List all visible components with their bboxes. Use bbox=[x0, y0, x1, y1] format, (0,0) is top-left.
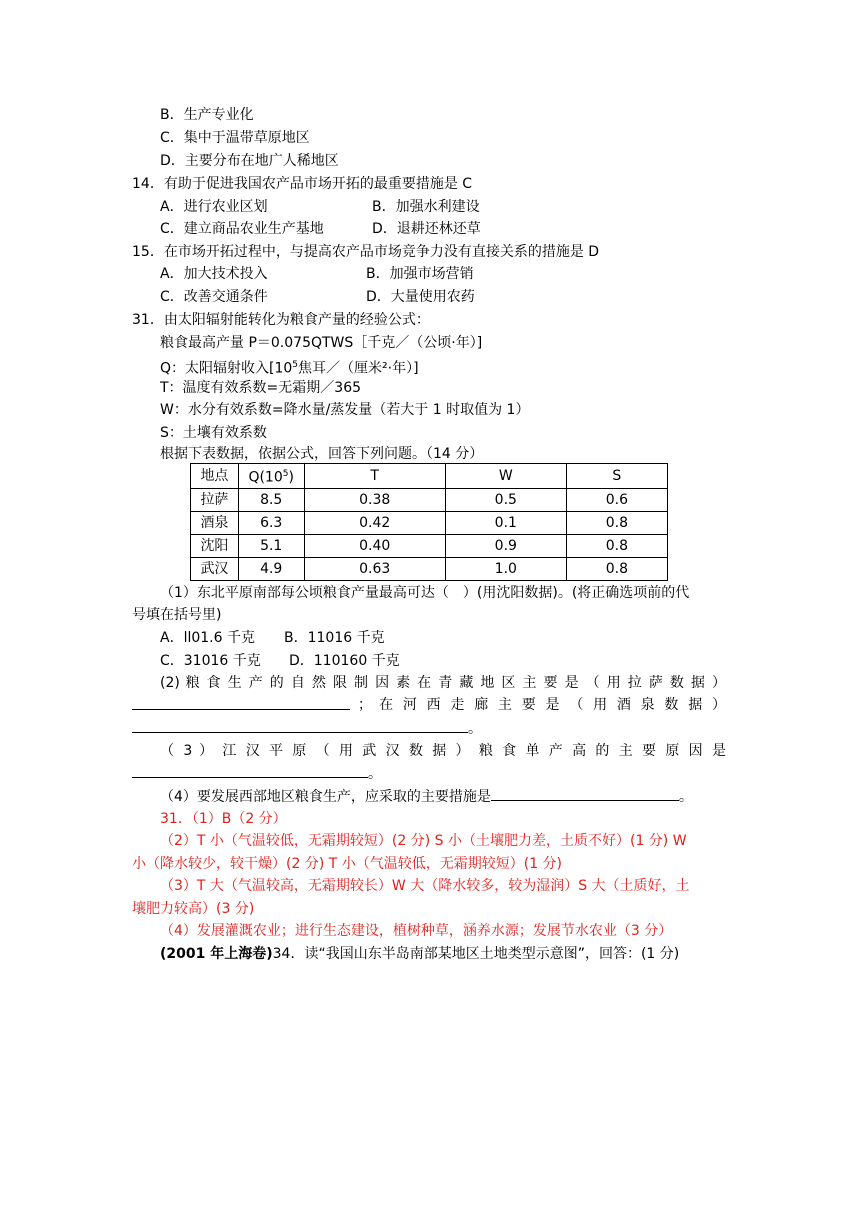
header-w: W bbox=[445, 464, 566, 489]
q15-stem: 15．在市场开拓过程中，与提高农产品市场竞争力没有直接关系的措施是 D bbox=[132, 244, 600, 260]
header-t: T bbox=[304, 464, 445, 489]
q14-option-c: C．建立商品农业生产基地 bbox=[160, 221, 324, 237]
q14-option-a: A．进行农业区划 bbox=[160, 199, 268, 215]
table-row bbox=[191, 488, 668, 511]
table-row bbox=[191, 534, 668, 557]
table-cell: 0.9 bbox=[445, 534, 566, 557]
answer-2-line2: 小（降水较少，较干燥）(2 分) T 小（气温较低，无霜期较短）(1 分) bbox=[132, 856, 563, 872]
q13-option-d: D．主要分布在地广人稀地区 bbox=[160, 153, 339, 169]
q34-source: (2001 年上海卷) bbox=[160, 946, 273, 962]
q15-option-c: C．改善交通条件 bbox=[160, 289, 268, 305]
q31-s-definition: S：土壤有效系数 bbox=[160, 425, 267, 441]
q15-option-a: A．加大技术投入 bbox=[160, 266, 268, 282]
table-cell: 0.1 bbox=[445, 511, 566, 534]
sub1-line1: （1）东北平原南部每公顷粮食产量最高可达（ ）(用沈阳数据)。(将正确选项前的代 bbox=[160, 585, 690, 601]
table-cell: 0.6 bbox=[566, 488, 667, 511]
q31-w-definition: W：水分有效系数=降水量/蒸发量（若大于 1 时取值为 1） bbox=[160, 402, 530, 418]
table-cell: 0.8 bbox=[566, 557, 667, 580]
sub2-line2-text: ； 在 河 西 走 廊 主 要 是 （ 用 酒 泉 数 据 ） bbox=[358, 697, 726, 713]
table-cell: 0.38 bbox=[304, 488, 445, 511]
sub4-line bbox=[160, 786, 693, 806]
answer-blank bbox=[491, 786, 679, 801]
table-cell: 沈阳 bbox=[191, 534, 239, 557]
answer-2-line1: （2）T 小（气温较低，无霜期较短）(2 分) S 小（土壤肥力差，土质不好）(1 分) W bbox=[160, 833, 687, 849]
sub1-line2: 号填在括号里) bbox=[132, 607, 222, 623]
table-cell: 0.8 bbox=[566, 511, 667, 534]
table-cell: 0.42 bbox=[304, 511, 445, 534]
table-cell: 武汉 bbox=[191, 557, 239, 580]
table-cell: 酒泉 bbox=[191, 511, 239, 534]
q14-option-d: D．退耕还林还草 bbox=[372, 221, 481, 237]
q31-t-definition: T：温度有效系数=无霜期／365 bbox=[160, 380, 362, 396]
sub2-line3 bbox=[132, 718, 482, 738]
sub2-line2 bbox=[132, 695, 726, 715]
table-cell: 0.5 bbox=[445, 488, 566, 511]
answer-blank bbox=[132, 718, 468, 733]
table-row bbox=[191, 511, 668, 534]
table-cell: 拉萨 bbox=[191, 488, 239, 511]
q34-text: 34．读“我国山东半岛南部某地区土地类型示意图”，回答：(1 分) bbox=[272, 946, 680, 962]
table-cell: 0.63 bbox=[304, 557, 445, 580]
header-s: S bbox=[566, 464, 667, 489]
q-definition-exponent: 5 bbox=[292, 360, 299, 370]
header-location: 地点 bbox=[191, 464, 239, 489]
q34-line bbox=[160, 944, 679, 964]
table-cell: 6.3 bbox=[238, 511, 304, 534]
table-cell: 0.40 bbox=[304, 534, 445, 557]
table-cell: 5.1 bbox=[238, 534, 304, 557]
sub3-line1: （ 3 ） 江 汉 平 原 （ 用 武 汉 数 据 ） 粮 食 单 产 高 的 主 要 原 因 是 bbox=[160, 743, 726, 759]
table-header-row bbox=[191, 464, 668, 489]
q31-q-definition bbox=[160, 355, 419, 375]
sub2-line1: (2) 粮 食 生 产 的 自 然 限 制 因 素 在 青 藏 地 区 主 要 是 （ 用 拉 萨 数 据 ） bbox=[160, 675, 726, 691]
answer-blank bbox=[132, 695, 350, 710]
table-cell: 1.0 bbox=[445, 557, 566, 580]
q13-option-b: B．生产专业化 bbox=[160, 107, 254, 123]
table-cell: 4.9 bbox=[238, 557, 304, 580]
sub4-end: 。 bbox=[678, 789, 693, 805]
header-q-text: Q(10 bbox=[248, 469, 283, 486]
table-row bbox=[191, 557, 668, 580]
q15-option-b: B．加强市场营销 bbox=[366, 266, 474, 282]
sub4-text: （4）要发展西部地区粮食生产，应采取的主要措施是 bbox=[160, 789, 491, 805]
q31-stem: 31．由太阳辐射能转化为粮食产量的经验公式： bbox=[132, 312, 430, 328]
sub2-end: 。 bbox=[468, 721, 482, 737]
header-q-close: ) bbox=[288, 469, 294, 486]
header-q-exponent: 5 bbox=[282, 469, 289, 479]
table-cell: 0.8 bbox=[566, 534, 667, 557]
q15-option-d: D．大量使用农药 bbox=[366, 289, 475, 305]
q-definition-unit: 焦耳／（厘米²·年）] bbox=[298, 360, 419, 377]
sub1-option-a: A．ll01.6 千克 bbox=[160, 630, 255, 646]
sub3-line2 bbox=[132, 763, 382, 783]
q14-option-b: B．加强水利建设 bbox=[372, 199, 480, 215]
answer-1: 31．（1）B（2 分） bbox=[160, 811, 287, 827]
sub1-option-d: D．110160 千克 bbox=[289, 653, 400, 669]
answer-3-line2: 壤肥力较高）(3 分) bbox=[132, 901, 255, 917]
answer-blank bbox=[132, 763, 368, 778]
q31-instruction: 根据下表数据，依据公式，回答下列问题。（14 分） bbox=[160, 446, 484, 462]
answer-4: （4）发展灌溉农业；进行生态建设，植树种草，涵养水源；发展节水农业（3 分） bbox=[160, 923, 673, 939]
header-q bbox=[238, 464, 304, 489]
q31-formula: 粮食最高产量 P＝0.075QTWS［千克／（公顷·年）] bbox=[160, 335, 483, 351]
table-cell: 8.5 bbox=[238, 488, 304, 511]
data-table bbox=[190, 463, 668, 581]
sub1-option-b: B．11016 千克 bbox=[284, 630, 385, 646]
q13-option-c: C．集中于温带草原地区 bbox=[160, 130, 310, 146]
sub3-end: 。 bbox=[368, 766, 382, 782]
answer-3-line1: （3）T 大（气温较高，无霜期较长）W 大（降水较多，较为湿润）S 大（土质好，土 bbox=[160, 878, 690, 894]
sub1-option-c: C．31016 千克 bbox=[160, 653, 261, 669]
q14-stem: 14．有助于促进我国农产品市场开拓的最重要措施是 C bbox=[132, 176, 473, 192]
q-definition-text: Q：太阳辐射收入[10 bbox=[160, 360, 293, 377]
